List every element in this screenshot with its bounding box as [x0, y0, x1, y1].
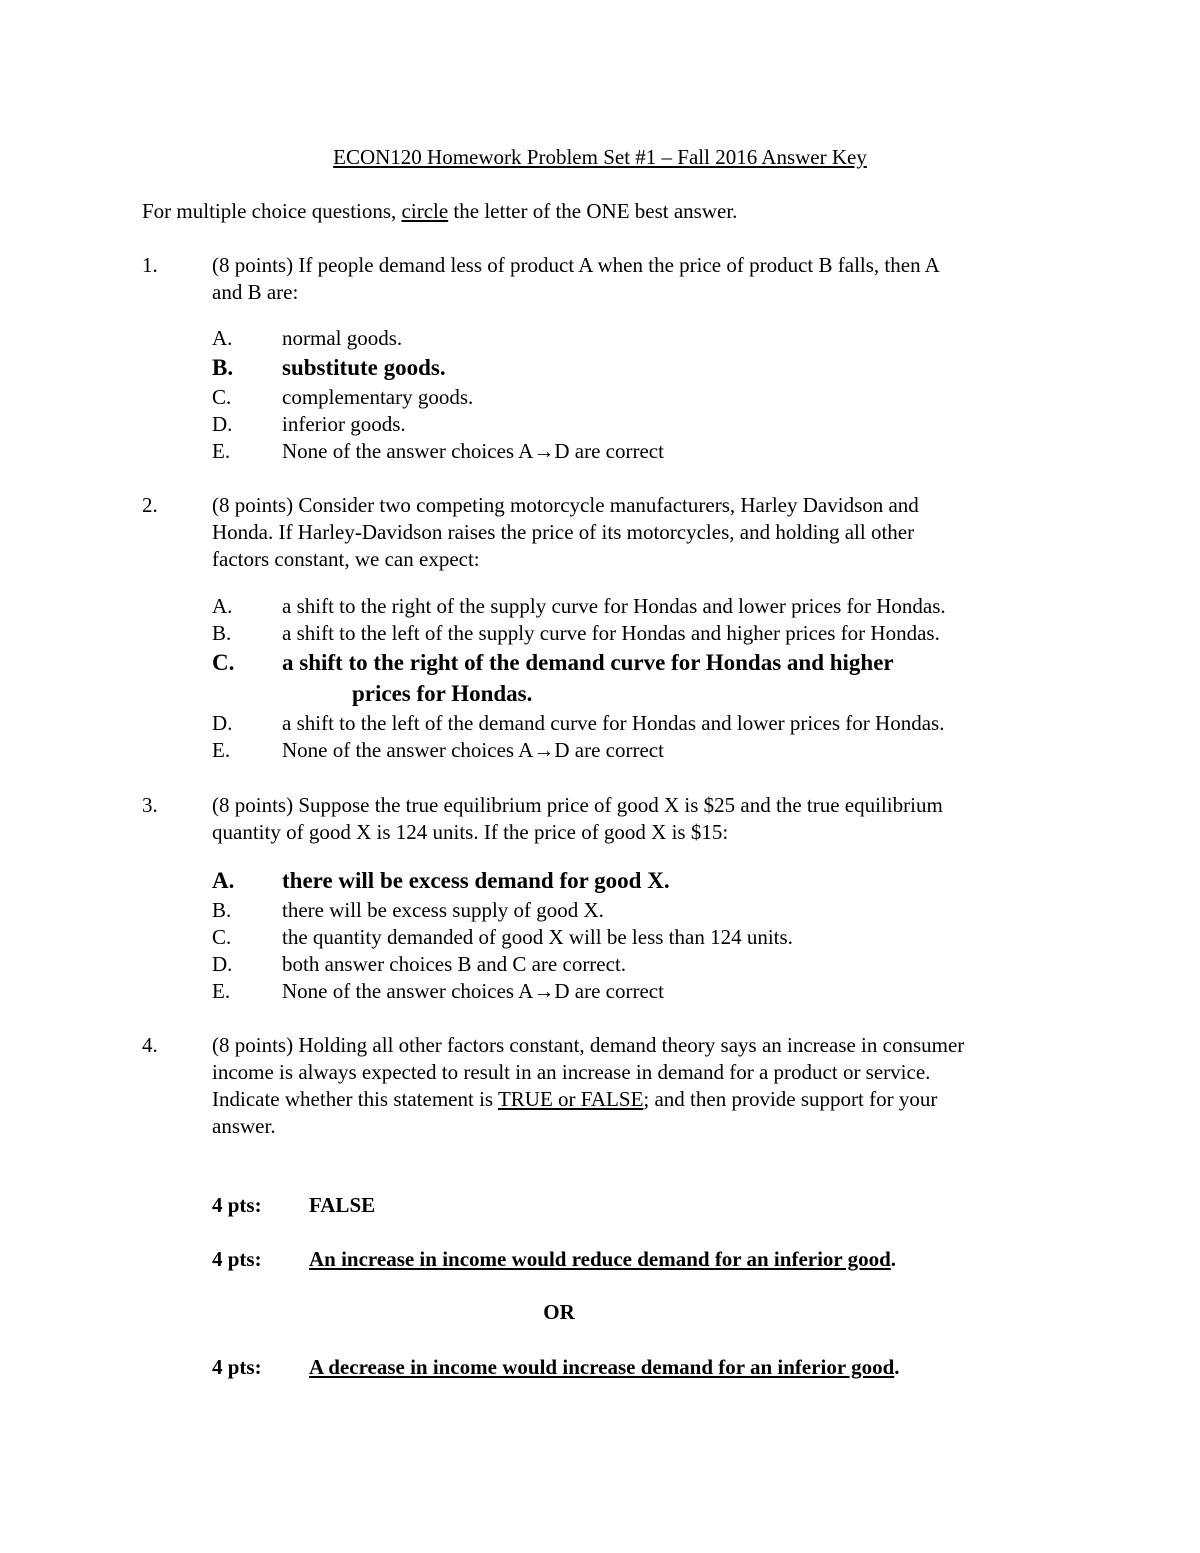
- answer-3-line: [309, 1354, 900, 1380]
- q2-option-e-letter: E.: [212, 738, 231, 762]
- q3-option-d-letter: D.: [212, 952, 233, 976]
- instructions: [142, 198, 737, 224]
- q3-option-e-text: None of the answer choices A→D are correct: [282, 979, 664, 1003]
- q2-option-a-text: a shift to the right of the supply curve for Hondas and lower prices for Hondas.: [282, 594, 946, 618]
- q2-option-c-text-continued: prices for Hondas.: [352, 681, 533, 706]
- question-2-line-1: (8 points) Consider two competing motorcycle manufacturers, Harley Davidson and: [212, 493, 919, 517]
- q1-option-a-text: normal goods.: [282, 326, 403, 350]
- q2-option-b-text: a shift to the left of the supply curve for Hondas and higher prices for Hondas.: [282, 621, 940, 645]
- answer-3-period: .: [894, 1355, 900, 1379]
- q3-option-c-letter: C.: [212, 925, 232, 949]
- q1-option-b-text-correct: substitute goods.: [282, 355, 446, 380]
- q2-option-d-text: a shift to the left of the demand curve for Hondas and lower prices for Hondas.: [282, 711, 945, 735]
- question-1-number: 1.: [142, 253, 158, 277]
- q1-option-d-letter: D.: [212, 412, 233, 436]
- instructions-after: the letter of the ONE best answer.: [448, 199, 738, 223]
- question-4-number: 4.: [142, 1033, 158, 1057]
- question-1-line-2: and B are:: [212, 280, 299, 304]
- instructions-underlined: circle: [401, 199, 449, 223]
- q3-option-a-text-correct: there will be excess demand for good X.: [282, 868, 670, 893]
- question-2-number: 2.: [142, 493, 158, 517]
- answer-3-text: A decrease in income would increase demand for an inferior good: [309, 1355, 895, 1379]
- q3-option-a-letter: A.: [212, 868, 235, 893]
- q3-option-b-letter: B.: [212, 898, 232, 922]
- page-title: ECON120 Homework Problem Set #1 – Fall 2016 Answer Key: [333, 145, 867, 169]
- question-4-line-3-end: ; and then provide support for your: [643, 1087, 938, 1111]
- q2-option-a-letter: A.: [212, 594, 233, 618]
- answer-2-period: .: [890, 1247, 897, 1271]
- question-3-number: 3.: [142, 793, 158, 817]
- question-4-line-3: [212, 1086, 937, 1112]
- q1-option-d-text: inferior goods.: [282, 412, 406, 436]
- q2-option-d-letter: D.: [212, 711, 233, 735]
- question-3-line-2: quantity of good X is 124 units. If the price of good X is $15:: [212, 820, 729, 844]
- q3-option-d-text: both answer choices B and C are correct.: [282, 952, 627, 976]
- q1-option-c-letter: C.: [212, 385, 232, 409]
- answer-1-points: 4 pts:: [212, 1193, 262, 1217]
- question-2-line-2: Honda. If Harley-Davidson raises the price of its motorcycles, and holding all other: [212, 520, 915, 544]
- question-1-line-1: (8 points) If people demand less of product A when the price of product B falls, then A: [212, 253, 940, 277]
- answer-3-points: 4 pts:: [212, 1355, 262, 1379]
- true-or-false-label: TRUE or FALSE: [497, 1087, 644, 1111]
- question-2-line-3: factors constant, we can expect:: [212, 547, 480, 571]
- question-3-line-1: (8 points) Suppose the true equilibrium price of good X is $25 and the true equilibrium: [212, 793, 943, 817]
- q3-option-c-text: the quantity demanded of good X will be less than 124 units.: [282, 925, 793, 949]
- q1-option-a-letter: A.: [212, 326, 233, 350]
- or-separator: OR: [543, 1300, 575, 1324]
- q1-option-e-text: None of the answer choices A→D are correct: [282, 439, 664, 463]
- q2-option-b-letter: B.: [212, 621, 232, 645]
- question-4-line-1: (8 points) Holding all other factors constant, demand theory says an increase in consumer: [212, 1033, 965, 1057]
- q1-option-c-text: complementary goods.: [282, 385, 474, 409]
- q1-option-e-letter: E.: [212, 439, 231, 463]
- q3-option-b-text: there will be excess supply of good X.: [282, 898, 604, 922]
- q1-option-b-letter: B.: [212, 355, 234, 380]
- answer-2-line: [309, 1246, 896, 1272]
- q2-option-c-letter: C.: [212, 650, 235, 675]
- q2-option-e-text: None of the answer choices A→D are correct: [282, 738, 664, 762]
- q3-option-e-letter: E.: [212, 979, 231, 1003]
- answer-2-points: 4 pts:: [212, 1247, 262, 1271]
- question-4-line-2: income is always expected to result in an increase in demand for a product or service.: [212, 1060, 931, 1084]
- q2-option-c-text-correct: a shift to the right of the demand curve for Hondas and higher: [282, 650, 894, 675]
- answer-1-text: FALSE: [309, 1193, 376, 1217]
- question-4-line-4: answer.: [212, 1114, 276, 1138]
- question-4-line-3-start: Indicate whether this statement is: [212, 1087, 498, 1111]
- instructions-before: For multiple choice questions,: [142, 199, 402, 223]
- answer-2-text: An increase in income would reduce demand for an inferior good: [309, 1247, 891, 1271]
